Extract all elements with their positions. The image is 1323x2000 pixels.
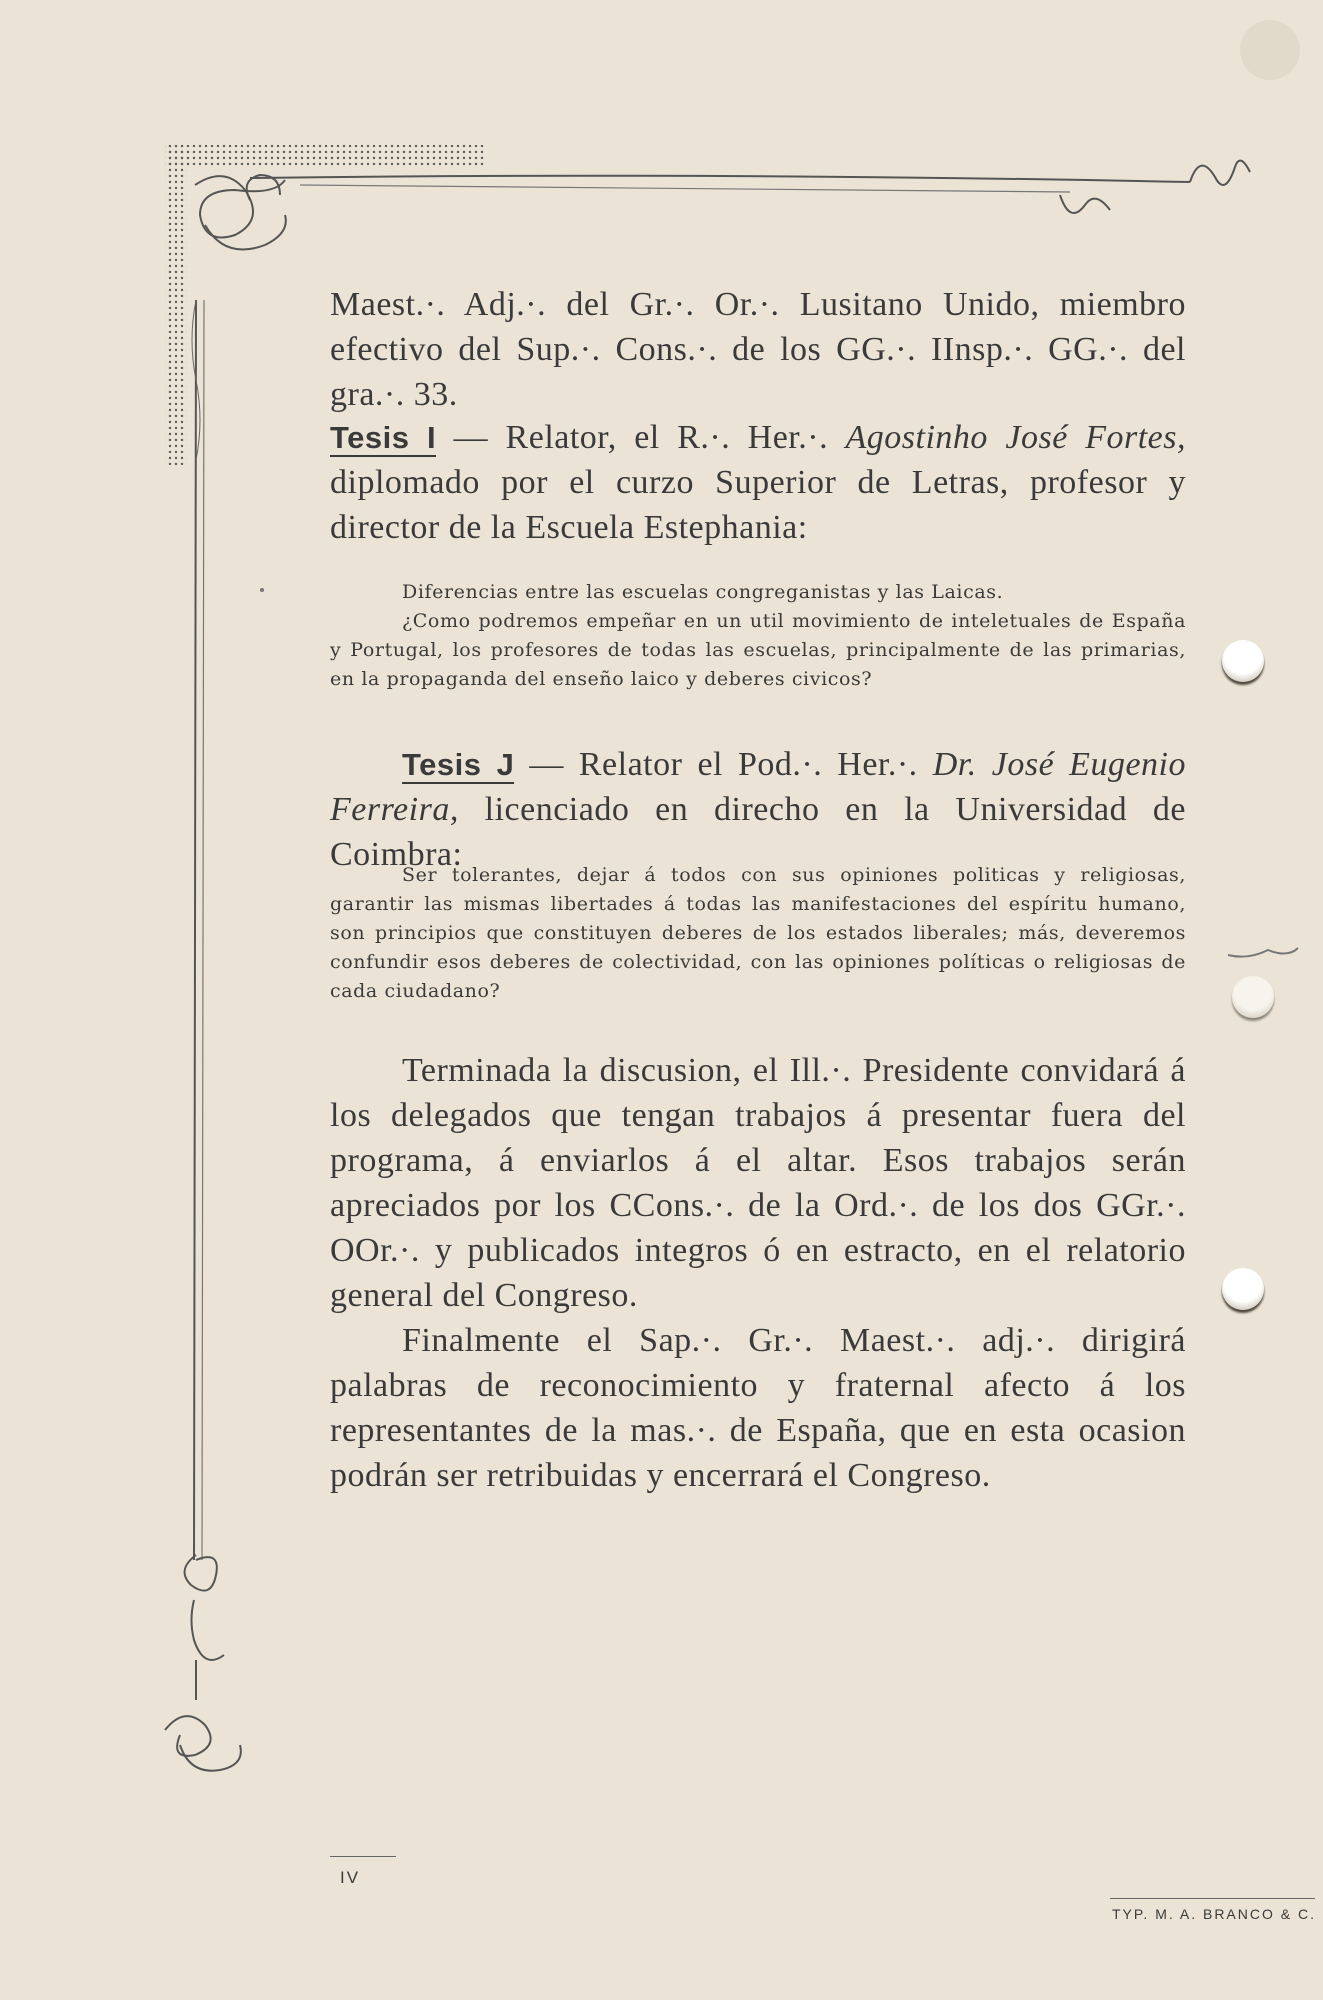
tesis-j-question-text: Ser tolerantes, dejar á todos con sus opiniones politicas y religiosas, garantir las mismas libertades á todas las manifestaciones del espíritu humano, son principios que constituyen deberes de los estados liberales; más, deveremos confundir esos deberes de colectividad, con las opiniones políticas o religiosas de cada ciudadano? — [330, 864, 1186, 1002]
tesis-i-question — [330, 607, 1186, 694]
binding-hole — [1222, 640, 1264, 682]
closing-paragraph-1-text: Terminada la discusion, el Ill.·. Presidente convidará á los delegados que tengan trabajos á presentar fuera del programa, á enviarlos á el altar. Esos trabajos serán apreciados por los CCons.·. de la Ord.·. de los dos GGr.·. OOr.·. y publicados integros ó en estracto, en el relatorio general del Congreso. — [330, 1052, 1186, 1314]
tesis-i-description: diplomado por el curzo Superior de Letras, profesor y director de la Escuela Estephania: — [330, 464, 1186, 546]
top-left-scroll — [195, 176, 285, 237]
tesis-j-header — [330, 742, 1186, 877]
printer-imprint: TYP. M. A. BRANCO & C. — [1112, 1906, 1317, 1922]
bottom-left-scroll — [185, 1555, 217, 1591]
tesis-i-question-text: ¿Como podremos empeñar en un util movimiento de inteletuales de España y Portugal, los profesores de todas las escuelas, principalmente de las primarias, en la propaganda del enseño laico y deberes civicos? — [330, 610, 1186, 690]
tesis-i-title-text: Diferencias entre las escuelas congreganistas y las Laicas. — [402, 581, 1004, 603]
page-number-rule — [330, 1856, 396, 1857]
closing-paragraph-2 — [330, 1318, 1186, 1498]
intro-paragraph — [330, 282, 1186, 417]
tesis-i-label: Tesis I — [330, 420, 437, 455]
tesis-i-relator: — Relator, el R.·. Her.·. — [436, 419, 846, 456]
corner-dot-band-top — [165, 145, 485, 167]
tesis-i-name: Agostinho José Fortes, — [845, 419, 1187, 456]
tesis-j-relator: — Relator el Pod.·. Her.·. — [514, 746, 933, 783]
closing-paragraph-2-text: Finalmente el Sap.·. Gr.·. Maest.·. adj.·. dirigirá palabras de reconocimiento y fraternal afecto á los representantes de la mas.·. de España, que en esta ocasion podrán ser retribuidas y encerrará el Congreso. — [330, 1322, 1186, 1494]
top-right-flourish — [1190, 161, 1250, 185]
intro-text: Maest.·. Adj.·. del Gr.·. Or.·. Lusitano Unido, miembro efectivo del Sup.·. Cons.·. de los GG.·. IInsp.·. GG.·. del gra.·. 33. — [330, 286, 1186, 413]
closing-paragraph-1 — [330, 1048, 1186, 1318]
corner-dot-band-left — [165, 145, 187, 465]
binding-hole — [1222, 1268, 1264, 1310]
tesis-i-header — [330, 415, 1186, 550]
tesis-i-title — [330, 578, 1186, 607]
tesis-j-label: Tesis J — [402, 747, 515, 782]
printer-rule — [1110, 1898, 1315, 1899]
binding-hole-worn — [1232, 976, 1274, 1018]
tesis-j-name: Dr. José Eugenio Ferreira, — [330, 746, 1186, 828]
page-number: IV — [340, 1868, 361, 1887]
tesis-j-question — [330, 861, 1186, 1006]
tesis-j-description: licenciado en direcho en la Universidad de Coimbra: — [330, 791, 1186, 873]
